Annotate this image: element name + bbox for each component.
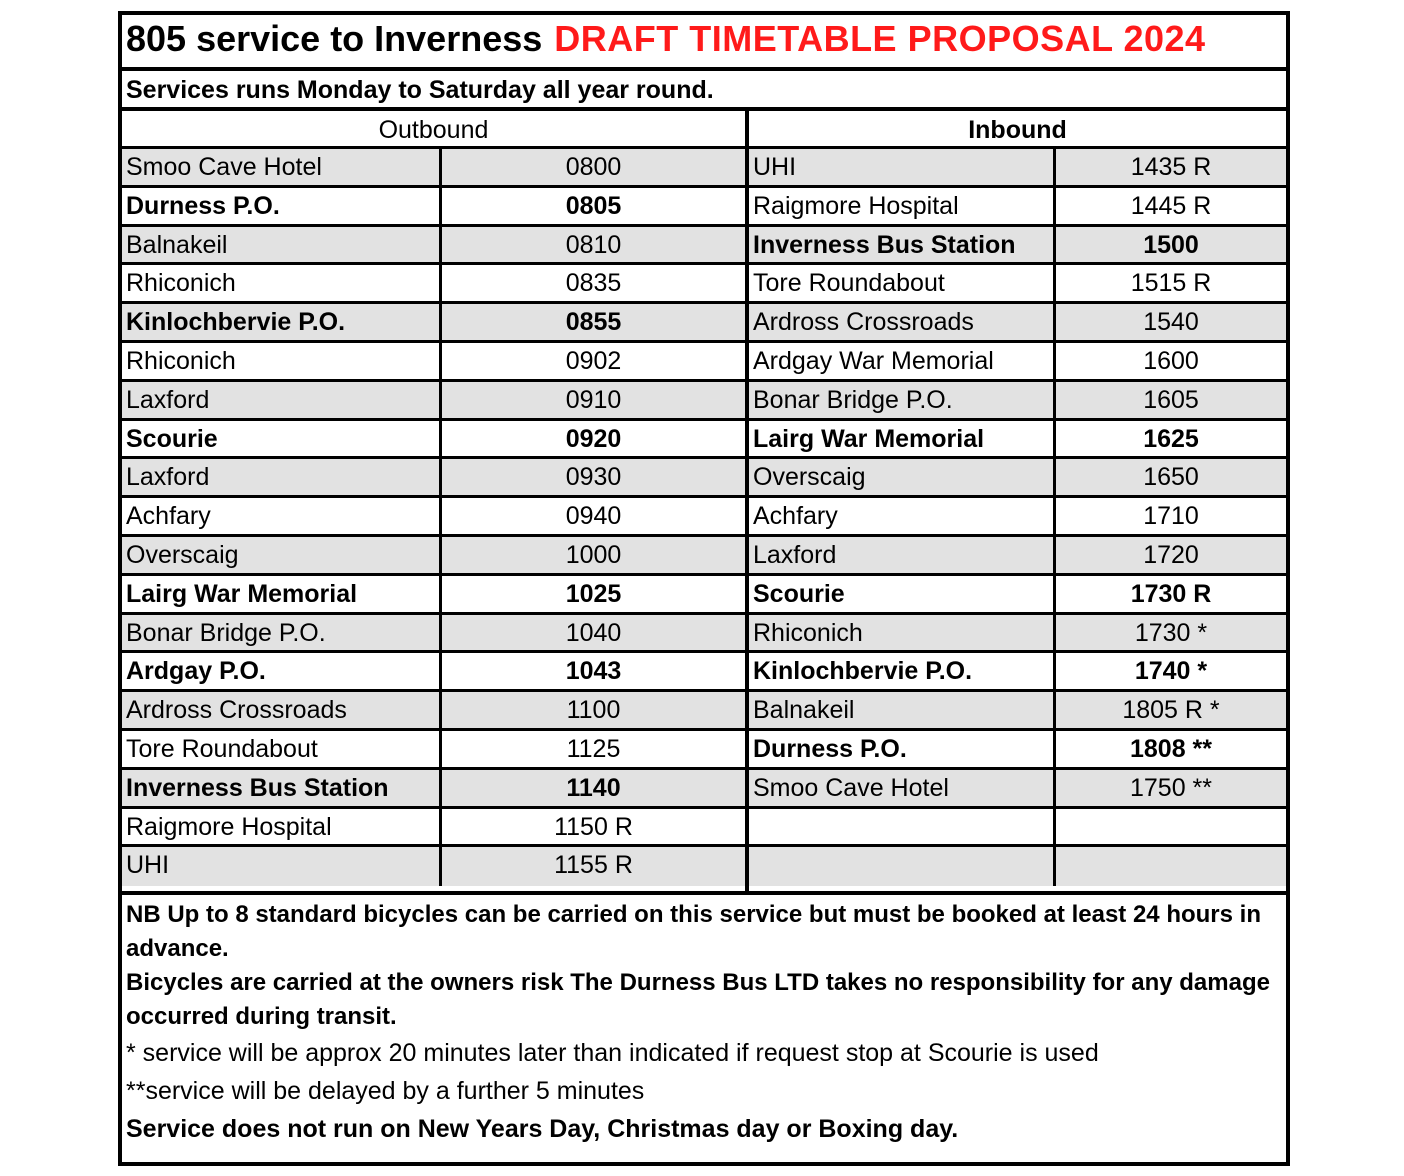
departure-time: 1445 R [1053,188,1286,224]
stop-name: Kinlochbervie P.O. [126,308,346,337]
stop-name: Kinlochbervie P.O. [753,657,973,686]
stop-name: Durness P.O. [753,734,907,763]
notes-section [126,898,1282,1148]
table-row [122,615,745,654]
departure-time: 1000 [439,537,745,573]
stop-name: Balnakeil [753,696,855,725]
departure-time [1053,847,1286,886]
departure-time: 1150 R [439,809,745,845]
table-row [122,653,745,692]
table-row [122,770,745,809]
table-row [749,382,1286,421]
table-row [122,537,745,576]
departure-time: 0920 [439,421,745,457]
table-row [749,809,1286,848]
departure-time: 0810 [439,227,745,263]
departure-time: 1720 [1053,537,1286,573]
departure-time: 1043 [439,653,745,689]
single-star-footnote: * service will be approx 20 minutes later than indicated if request stop at Scourie is used [126,1039,1099,1067]
table-row [122,265,745,304]
departure-time: 1155 R [439,847,745,886]
stop-name: Overscaig [753,463,866,492]
departure-time: 1740 * [1053,653,1286,689]
table-row [122,421,745,460]
stop-name: UHI [753,153,797,181]
stop-name: Achfary [126,502,211,531]
table-divider [118,891,1290,895]
title-draft-label: DRAFT TIMETABLE PROPOSAL 2024 [554,18,1206,59]
double-star-footnote: **service will be delayed by a further 5 minutes [126,1077,645,1105]
departure-time: 1600 [1053,343,1286,379]
table-row [749,537,1286,576]
stop-name: Ardgay War Memorial [753,346,994,375]
departure-time: 1435 R [1053,149,1286,185]
departure-time: 0930 [439,459,745,495]
departure-time: 1100 [439,692,745,728]
table-row [749,615,1286,654]
table-row [749,847,1286,886]
table-row [122,692,745,731]
stop-name: Rhiconich [753,618,863,647]
timetable-title [118,11,1290,71]
table-row [749,498,1286,537]
stop-name: Bonar Bridge P.O. [126,618,326,647]
table-row [122,809,745,848]
departure-time: 1730 * [1053,615,1286,651]
table-row [122,498,745,537]
stop-name: Raigmore Hospital [126,812,332,841]
departure-time: 1605 [1053,382,1286,418]
outbound-heading: Outbound [122,111,745,149]
table-row [749,343,1286,382]
holiday-note: Service does not run on New Years Day, Christmas day or Boxing day. [126,1115,959,1143]
departure-time: 0800 [439,149,745,185]
departure-time: 1025 [439,576,745,612]
departure-time: 1750 ** [1053,770,1286,806]
table-row [122,576,745,615]
departure-time: 0855 [439,304,745,340]
stop-name: Tore Roundabout [126,734,318,763]
inbound-rows [749,149,1286,886]
departure-time: 1650 [1053,459,1286,495]
departure-time: 0835 [439,265,745,301]
stop-name: Lairg War Memorial [126,579,358,608]
table-row [122,188,745,227]
table-row [122,149,745,188]
table-row [122,847,745,886]
stop-name: Tore Roundabout [753,269,945,298]
table-row [122,304,745,343]
departure-time: 1710 [1053,498,1286,534]
table-row [749,576,1286,615]
stop-name: Bonar Bridge P.O. [753,385,953,414]
table-row [749,653,1286,692]
stop-name: Inverness Bus Station [126,773,389,802]
departure-time: 1808 ** [1053,731,1286,767]
stop-name: UHI [126,851,170,880]
table-row [749,692,1286,731]
stop-name: Smoo Cave Hotel [126,153,322,181]
table-row [122,227,745,266]
table-row [749,459,1286,498]
departure-time: 1805 R * [1053,692,1286,728]
stop-name: Laxford [126,385,210,414]
departure-time: 1040 [439,615,745,651]
table-row [122,382,745,421]
title-main: 805 service to Inverness [126,18,543,59]
departure-time: 0910 [439,382,745,418]
table-row [122,731,745,770]
table-row [749,770,1286,809]
stop-name: Rhiconich [126,346,236,375]
departure-time: 1540 [1053,304,1286,340]
stop-name: Inverness Bus Station [753,230,1016,259]
stop-name: Scourie [126,424,218,453]
table-row [749,149,1286,188]
stop-name [749,847,1053,886]
stop-name: Balnakeil [126,230,228,259]
table-row [122,459,745,498]
table-row [122,343,745,382]
outbound-rows [122,149,745,886]
departure-time: 1140 [439,770,745,806]
stop-name: Laxford [753,540,837,569]
stop-name: Raigmore Hospital [753,191,959,220]
departure-time: 1500 [1053,227,1286,263]
stop-name: Smoo Cave Hotel [753,773,949,802]
departure-time: 0805 [439,188,745,224]
table-row [749,304,1286,343]
stop-name: Ardgay P.O. [126,657,266,686]
departure-time: 0940 [439,498,745,534]
table-row [749,227,1286,266]
stop-name: Scourie [753,579,845,608]
stop-name: Ardross Crossroads [753,308,974,337]
stop-name: Ardross Crossroads [126,696,347,725]
table-row [749,265,1286,304]
service-days-note: Services runs Monday to Saturday all year round. [118,71,1290,111]
outbound-panel [122,111,745,894]
stop-name: Lairg War Memorial [753,424,985,453]
departure-time: 0902 [439,343,745,379]
stop-name: Overscaig [126,540,239,569]
table-row [749,188,1286,227]
stop-name: Achfary [753,502,838,531]
departure-time [1053,809,1286,845]
bicycle-liability-note: Bicycles are carried at the owners risk The Durness Bus LTD takes no responsibility for any damage occurred during transit. [126,969,1270,1030]
table-row [749,421,1286,460]
inbound-panel [745,111,1286,894]
departure-time: 1125 [439,731,745,767]
stop-name: Durness P.O. [126,191,280,220]
stop-name: Rhiconich [126,269,236,298]
inbound-heading: Inbound [749,111,1286,149]
table-row [749,731,1286,770]
departure-time: 1730 R [1053,576,1286,612]
bicycle-booking-note: NB Up to 8 standard bicycles can be carried on this service but must be booked at least 24 hours in advance. [126,901,1261,962]
departure-time: 1515 R [1053,265,1286,301]
departure-time: 1625 [1053,421,1286,457]
stop-name: Laxford [126,463,210,492]
stop-name [749,809,1053,845]
